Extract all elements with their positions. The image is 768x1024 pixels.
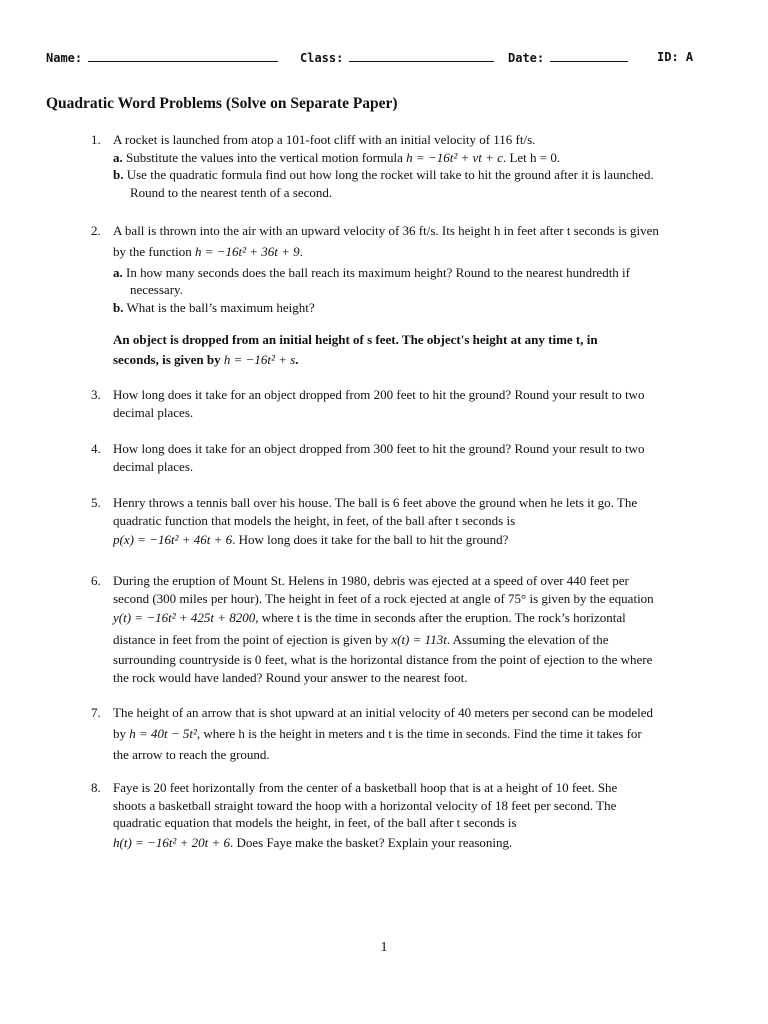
problem-text: [113, 704, 727, 763]
name-blank[interactable]: [88, 49, 278, 62]
problem-text: A rocket is launched from atop a 101-foot cliff with an initial velocity of 116 ft/s.: [113, 132, 536, 147]
part-text: . Let h = 0.: [502, 149, 561, 165]
problem-part-b: [113, 166, 727, 201]
note-line: .: [295, 352, 299, 367]
part-label: a.: [113, 264, 123, 280]
date-field[interactable]: [508, 49, 628, 66]
text-line: How long does it take for an object dropped from 200 feet to hit the ground? Round your result to two: [113, 387, 645, 402]
text-line: , where h is the height in meters and t is the time in seconds. Find the time it takes for: [196, 725, 642, 741]
formula: h = −16t² + s: [223, 352, 296, 367]
text-line: distance in feet from the point of ejection is given by: [113, 632, 389, 647]
problem-4: [91, 440, 727, 475]
text-line: by: [113, 725, 126, 741]
text-line: decimal places.: [113, 458, 194, 474]
text-line: Faye is 20 feet horizontally from the center of a basketball hoop that is at a height of 10 feet. She: [113, 780, 618, 795]
part-label: a.: [113, 149, 123, 165]
part-text: necessary.: [130, 282, 183, 297]
text-line: , where t is the time in seconds after the eruption. The rock’s horizontal: [255, 610, 626, 625]
problem-text: [113, 386, 727, 421]
formula: p(x) = −16t² + 46t + 6: [113, 532, 233, 547]
problem-text: [113, 440, 727, 475]
text-line: . How long does it take for the ball to hit the ground?: [232, 532, 509, 547]
date-blank[interactable]: [550, 49, 628, 62]
text-line: A ball is thrown into the air with an upward velocity of 36 ft/s. Its height h in feet after t seconds is given: [113, 223, 659, 238]
problem-text: [113, 494, 727, 551]
problem-number: 7.: [91, 705, 101, 720]
text-line: . Assuming the elevation of the: [446, 632, 609, 647]
text-line: surrounding countryside is 0 feet, what is the horizontal distance from the point of ejection to the where: [113, 652, 653, 667]
problem-text: [113, 779, 727, 854]
formula: x(t) = 113t: [391, 632, 447, 647]
name-field[interactable]: [46, 49, 278, 66]
class-blank[interactable]: [349, 49, 494, 62]
problem-3: [91, 386, 727, 421]
text-line: the arrow to reach the ground.: [113, 746, 270, 762]
text-line: the rock would have landed? Round your answer to the nearest foot.: [113, 669, 468, 685]
text-line: . Does Faye make the basket? Explain your reasoning.: [229, 834, 513, 850]
instruction-note: [113, 330, 727, 370]
problem-number: 2.: [91, 223, 101, 238]
class-label: Class:: [300, 51, 344, 65]
part-text: Use the quadratic formula find out how long the rocket will take to hit the ground after it is launched.: [126, 167, 654, 182]
text-line: .: [299, 243, 303, 259]
problem-7: [91, 704, 727, 763]
id-label: ID: A: [657, 50, 694, 64]
formula: h = −16t² + vt + c: [406, 149, 503, 165]
text-line: quadratic function that models the height, in feet, of the ball after t seconds is: [113, 512, 516, 528]
formula: h(t) = −16t² + 20t + 6: [113, 834, 230, 850]
problem-part-a: [113, 264, 727, 299]
problem-2: [91, 222, 727, 316]
text-line: by the function: [113, 243, 192, 259]
problem-text: [113, 222, 727, 264]
problem-number: 8.: [91, 780, 101, 795]
part-text: Substitute the values into the vertical motion formula: [126, 149, 403, 165]
page-number: 1: [380, 940, 388, 955]
text-line: shoots a basketball straight toward the hoop with a horizontal velocity of 18 feet per second. The: [113, 797, 617, 813]
problem-part-a: [113, 149, 727, 167]
class-field[interactable]: [300, 49, 494, 66]
part-text: What is the ball’s maximum height?: [126, 299, 315, 315]
problem-1: [91, 131, 727, 201]
problem-6: [91, 572, 727, 686]
text-line: decimal places.: [113, 404, 194, 420]
part-text: Round to the nearest tenth of a second.: [130, 184, 333, 200]
part-text: In how many seconds does the ball reach its maximum height? Round to the nearest hundredth if: [126, 264, 630, 280]
problem-text: [113, 572, 727, 686]
part-label: b.: [113, 167, 124, 182]
text-line: The height of an arrow that is shot upward at an initial velocity of 40 meters per second can be modeled: [113, 705, 654, 720]
worksheet-title: Quadratic Word Problems (Solve on Separate Paper): [46, 95, 398, 112]
problem-part-b: [113, 299, 727, 317]
formula: y(t) = −16t² + 425t + 8200: [113, 610, 256, 625]
part-label: b.: [113, 299, 124, 315]
formula: h = 40t − 5t²: [129, 725, 197, 741]
text-line: Henry throws a tennis ball over his house. The ball is 6 feet above the ground when he lets it go. The: [113, 495, 638, 510]
text-line: During the eruption of Mount St. Helens in 1980, debris was ejected at a speed of over 440 feet per: [113, 573, 629, 588]
date-label: Date:: [508, 51, 545, 65]
text-line: second (300 miles per hour). The height in feet of a rock ejected at angle of 75° is given by the equation: [113, 590, 654, 606]
problem-number: 4.: [91, 441, 101, 456]
note-line: An object is dropped from an initial height of s feet. The object's height at any time t, in: [113, 332, 598, 347]
note-line: seconds, is given by: [113, 352, 221, 367]
problem-number: 1.: [91, 132, 101, 147]
problem-number: 3.: [91, 387, 101, 402]
worksheet-header: [46, 49, 726, 69]
problem-8: [91, 779, 727, 854]
problem-number: 6.: [91, 573, 101, 588]
formula: h = −16t² + 36t + 9: [194, 243, 300, 259]
text-line: How long does it take for an object dropped from 300 feet to hit the ground? Round your result to two: [113, 441, 645, 456]
text-line: quadratic equation that models the height, in feet, of the ball after t seconds is: [113, 815, 517, 830]
name-label: Name:: [46, 51, 83, 65]
problem-number: 5.: [91, 495, 101, 510]
problem-5: [91, 494, 727, 551]
